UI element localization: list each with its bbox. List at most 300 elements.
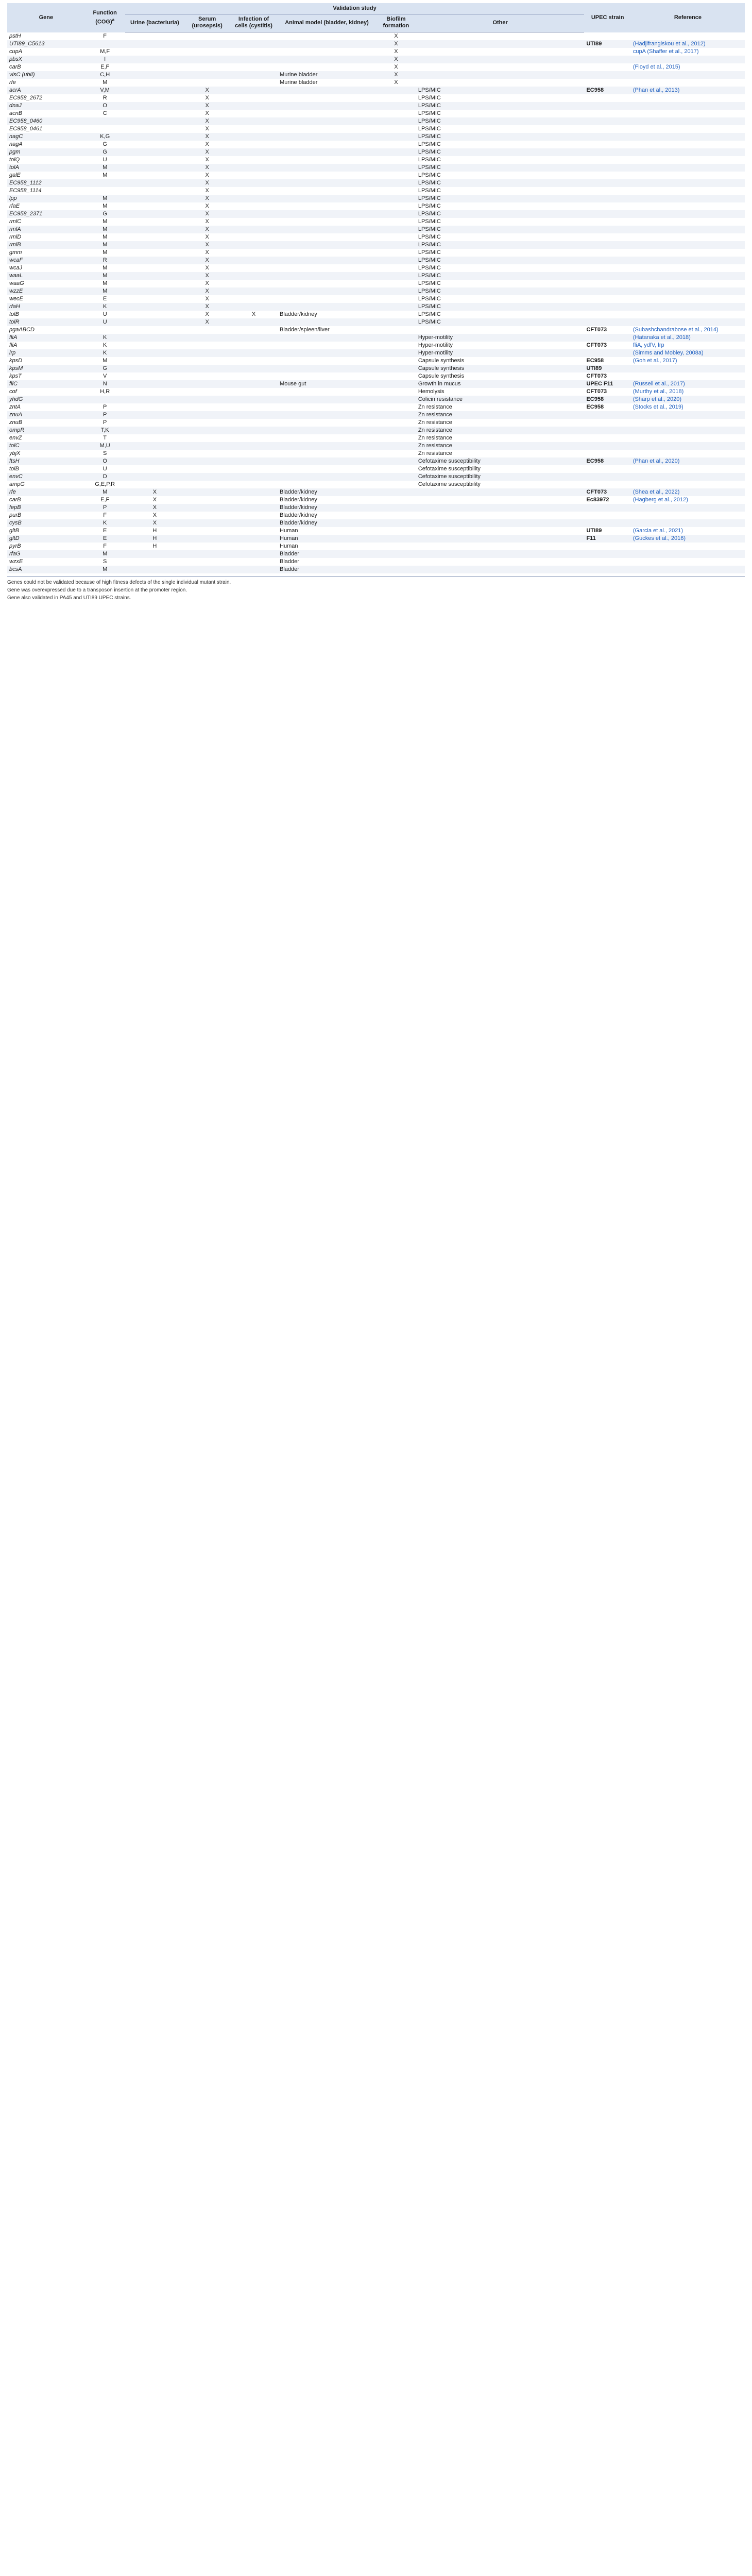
cell-other — [416, 558, 585, 566]
cell-urine — [125, 473, 185, 481]
cell-function — [85, 396, 125, 403]
cell-animal: Bladder/kidney — [278, 504, 376, 512]
cell-urine — [125, 264, 185, 272]
cell-other: Zn resistance — [418, 404, 452, 410]
table-row — [7, 102, 745, 110]
cell-function — [85, 326, 125, 334]
cell-function: M,U — [85, 442, 125, 450]
cell-serum: X — [184, 226, 230, 233]
cell-other — [416, 56, 585, 63]
cell-gene: bcsA — [7, 566, 85, 573]
cell-serum — [184, 56, 230, 63]
cell-cells — [230, 450, 278, 457]
header-biofilm: Biofilm formation — [376, 14, 416, 32]
cell-biofilm — [376, 110, 416, 117]
cell-serum — [184, 527, 230, 535]
cell-cells — [230, 535, 278, 543]
cell-serum — [184, 512, 230, 519]
cell-other: LPS/MIC — [418, 95, 441, 101]
cell-serum: X — [205, 95, 209, 101]
cell-animal — [278, 396, 376, 403]
table-row — [7, 543, 745, 550]
table-row — [7, 56, 745, 63]
footnote: Gene was overexpressed due to a transposon insertion at the promoter region. — [7, 587, 187, 593]
cell-other — [416, 488, 585, 496]
cell-animal — [278, 141, 376, 148]
cell-other: Capsule synthesis — [418, 358, 465, 364]
cell-biofilm — [376, 365, 416, 372]
cell-urine — [125, 372, 185, 380]
cell-urine — [125, 380, 185, 388]
cell-strain — [584, 303, 630, 311]
cell-animal — [278, 388, 376, 396]
cell-function: K,G — [85, 133, 125, 141]
cell-serum: X — [184, 318, 230, 326]
cell-cells — [230, 218, 278, 226]
cell-serum — [184, 403, 230, 411]
cell-other — [416, 326, 585, 334]
cell-other: LPS/MIC — [416, 318, 585, 326]
cell-cells — [230, 141, 278, 148]
cell-reference — [631, 133, 745, 141]
cell-gene: wcaF — [7, 257, 85, 264]
cell-urine: X — [152, 512, 157, 518]
table-row — [7, 342, 745, 349]
cell-biofilm — [376, 287, 416, 295]
gene-validation-table — [7, 3, 745, 573]
cell-urine — [125, 226, 185, 233]
cell-function: I — [85, 56, 125, 63]
cell-reference — [631, 372, 745, 380]
cell-strain: CFT073 — [586, 327, 607, 333]
cell-urine: X — [125, 504, 185, 512]
cell-cells — [230, 233, 278, 241]
cell-animal — [278, 419, 376, 427]
cell-reference — [631, 365, 745, 372]
cell-animal — [278, 272, 376, 280]
cell-gene: acrA — [7, 87, 85, 94]
cell-other: Zn resistance — [416, 411, 585, 419]
cell-gene: znuB — [9, 419, 23, 426]
cell-biofilm: X — [376, 56, 416, 63]
cell-urine — [125, 403, 185, 411]
cell-function — [85, 187, 125, 195]
cell-cells — [230, 442, 278, 450]
table-row — [7, 473, 745, 481]
cell-urine — [125, 218, 185, 226]
cell-strain — [584, 56, 630, 63]
cell-other: LPS/MIC — [416, 287, 585, 295]
header-function — [85, 3, 125, 32]
cell-reference — [631, 295, 745, 303]
cell-cells — [230, 512, 278, 519]
cell-animal — [278, 202, 376, 210]
cell-urine — [125, 287, 185, 295]
cell-reference — [631, 481, 745, 488]
cell-urine — [125, 326, 185, 334]
cell-function: M — [85, 241, 125, 249]
table-row — [7, 79, 745, 87]
cell-reference — [631, 280, 745, 287]
cell-cells — [230, 226, 278, 233]
cell-serum — [184, 504, 230, 512]
cell-gene: kpsM — [7, 365, 85, 372]
cell-strain — [584, 419, 630, 427]
cell-other: LPS/MIC — [418, 280, 441, 286]
cell-cells — [230, 427, 278, 434]
cell-strain — [584, 172, 630, 179]
cell-biofilm — [376, 94, 416, 102]
cell-urine — [125, 110, 185, 117]
cell-biofilm — [376, 473, 416, 481]
cell-reference — [631, 226, 745, 233]
header-gene: Gene — [7, 3, 85, 32]
cell-urine — [125, 396, 185, 403]
cell-strain — [584, 226, 630, 233]
cell-strain — [584, 195, 630, 202]
cell-gene: rfe — [9, 79, 16, 86]
cell-serum — [184, 63, 230, 71]
cell-urine — [125, 257, 185, 264]
cell-reference: (Floyd et al., 2015) — [633, 64, 680, 70]
cell-reference — [631, 195, 745, 202]
cell-biofilm: X — [376, 71, 416, 79]
cell-strain — [584, 442, 630, 450]
cell-strain: Ec83972 — [586, 497, 609, 503]
cell-animal — [278, 63, 376, 71]
cell-strain — [584, 543, 630, 550]
table-row — [7, 388, 745, 396]
cell-gene: EC958_2672 — [9, 95, 43, 101]
cell-gene: wecE — [9, 296, 23, 302]
cell-biofilm — [376, 496, 416, 504]
cell-function: G — [85, 365, 125, 372]
table-row — [7, 457, 745, 465]
cell-reference — [631, 218, 745, 226]
cell-cells — [230, 164, 278, 172]
cell-serum — [184, 419, 230, 427]
cell-animal — [278, 318, 376, 326]
cell-strain — [584, 164, 630, 172]
footnote: Genes could not be validated because of high fitness defects of the single individual mutant strain. — [7, 580, 231, 585]
cell-serum: X — [205, 234, 209, 240]
table-footnotes — [7, 577, 745, 601]
cell-strain — [584, 427, 630, 434]
cell-reference: (Goh et al., 2017) — [633, 358, 677, 364]
cell-other: LPS/MIC — [418, 218, 441, 225]
cell-animal: Bladder — [280, 558, 299, 565]
cell-animal — [278, 226, 376, 233]
cell-function: S — [103, 558, 107, 565]
cell-function: E,F — [100, 497, 110, 503]
cell-urine — [125, 457, 185, 465]
cell-biofilm — [376, 512, 416, 519]
cell-serum: X — [184, 303, 230, 311]
table-row — [7, 334, 745, 342]
cell-other: LPS/MIC — [418, 141, 441, 147]
cell-gene: UTI89_C5613 — [7, 40, 85, 48]
cell-cells — [230, 357, 278, 365]
cell-other — [416, 63, 585, 71]
cell-animal — [278, 473, 376, 481]
cell-strain — [584, 287, 630, 295]
cell-biofilm — [376, 226, 416, 233]
cell-animal — [278, 87, 376, 94]
cell-other — [416, 566, 585, 573]
cell-other — [416, 71, 585, 79]
cell-function: O — [85, 457, 125, 465]
cell-cells — [230, 241, 278, 249]
cell-cells — [230, 334, 278, 342]
cell-strain — [584, 241, 630, 249]
cell-strain — [584, 71, 630, 79]
cell-cells — [230, 249, 278, 257]
table-row — [7, 481, 745, 488]
cell-animal — [278, 295, 376, 303]
cell-biofilm — [376, 187, 416, 195]
cell-gene: lrp — [7, 349, 85, 357]
cell-serum: X — [205, 157, 209, 163]
cell-animal — [278, 110, 376, 117]
cell-cells — [230, 63, 278, 71]
cell-biofilm — [376, 280, 416, 287]
cell-other: LPS/MIC — [418, 157, 441, 163]
cell-urine — [125, 280, 185, 287]
cell-reference — [631, 419, 745, 427]
cell-animal: Murine bladder — [278, 71, 376, 79]
cell-urine — [125, 187, 185, 195]
cell-strain — [584, 272, 630, 280]
table-row — [7, 287, 745, 295]
table-row — [7, 434, 745, 442]
cell-urine — [125, 195, 185, 202]
cell-function: M — [85, 566, 125, 573]
cell-gene: fliA — [9, 342, 18, 348]
cell-other: Cefotaxime susceptibility — [418, 466, 481, 472]
cell-serum: X — [184, 179, 230, 187]
cell-biofilm — [376, 566, 416, 573]
cell-urine: X — [152, 497, 157, 503]
cell-gene: cof — [9, 388, 17, 395]
cell-biofilm — [376, 396, 416, 403]
cell-other — [416, 535, 585, 543]
cell-cells — [230, 156, 278, 164]
cell-function: K — [85, 334, 125, 342]
cell-cells — [230, 280, 278, 287]
cell-reference — [631, 543, 745, 550]
cell-animal — [278, 264, 376, 272]
cell-function: G — [102, 141, 107, 147]
cell-function: E — [103, 296, 107, 302]
cell-gene: rfaE — [9, 203, 20, 209]
cell-cells — [230, 403, 278, 411]
cell-strain — [584, 187, 630, 195]
cell-urine — [125, 63, 185, 71]
cell-strain: UPEC F11 — [584, 380, 630, 388]
cell-reference — [631, 241, 745, 249]
table-row — [7, 172, 745, 179]
table-row — [7, 156, 745, 164]
cell-function: U — [85, 318, 125, 326]
cell-other — [416, 550, 585, 558]
cell-cells — [230, 40, 278, 48]
cell-biofilm — [376, 117, 416, 125]
cell-animal: Bladder/kidney — [278, 519, 376, 527]
cell-serum — [184, 48, 230, 56]
cell-gene: lpp — [7, 195, 85, 202]
cell-cells — [230, 102, 278, 110]
cell-function: C — [102, 110, 107, 116]
cell-animal — [278, 349, 376, 357]
cell-animal — [278, 179, 376, 187]
cell-cells — [230, 295, 278, 303]
table-row — [7, 311, 745, 318]
cell-cells — [230, 87, 278, 94]
cell-urine — [125, 388, 185, 396]
cell-strain: EC958 — [584, 396, 630, 403]
cell-serum: X — [184, 133, 230, 141]
cell-serum — [184, 79, 230, 87]
cell-animal — [278, 434, 376, 442]
cell-other: Colicin resistance — [416, 396, 585, 403]
cell-other: Growth in mucus — [416, 380, 585, 388]
cell-gene: EC958_2371 — [7, 210, 85, 218]
cell-strain — [584, 349, 630, 357]
cell-animal — [278, 465, 376, 473]
cell-biofilm — [376, 535, 416, 543]
table-row — [7, 210, 745, 218]
cell-strain — [584, 550, 630, 558]
cell-urine — [125, 249, 185, 257]
cell-function: M — [85, 287, 125, 295]
cell-function: P — [103, 404, 107, 410]
cell-function — [85, 117, 125, 125]
table-row — [7, 125, 745, 133]
cell-serum: X — [205, 311, 209, 317]
header-animal: Animal model (bladder, kidney) — [278, 14, 376, 32]
table-row — [7, 202, 745, 210]
cell-urine — [125, 87, 185, 94]
cell-reference — [631, 504, 745, 512]
cell-strain: UTI89 — [584, 365, 630, 372]
cell-function — [85, 40, 125, 48]
cell-reference: (Stocks et al., 2019) — [633, 404, 683, 410]
cell-urine: X — [125, 519, 185, 527]
header-urine: Urine (bacteriuria) — [125, 14, 185, 32]
cell-function: M — [85, 226, 125, 233]
cell-biofilm — [376, 172, 416, 179]
cell-animal — [278, 457, 376, 465]
header-validation-study: Validation study — [125, 3, 585, 14]
cell-urine — [125, 450, 185, 457]
cell-other: Zn resistance — [416, 427, 585, 434]
cell-gene: gmm — [9, 249, 22, 256]
cell-animal — [278, 403, 376, 411]
cell-gene: envC — [7, 473, 85, 481]
cell-cells — [230, 411, 278, 419]
footnote: Gene also validated in PA45 and UTI89 UPEC strains. — [7, 595, 131, 601]
cell-serum — [184, 535, 230, 543]
cell-gene: gltD — [7, 535, 85, 543]
cell-cells — [230, 481, 278, 488]
cell-strain — [584, 519, 630, 527]
table-row — [7, 372, 745, 380]
cell-reference — [631, 187, 745, 195]
table-row — [7, 264, 745, 272]
cell-gene: tolB — [9, 466, 19, 472]
cell-reference — [631, 110, 745, 117]
cell-biofilm — [376, 334, 416, 342]
cell-animal — [278, 233, 376, 241]
header-strain: UPEC strain — [584, 3, 630, 32]
cell-biofilm — [376, 519, 416, 527]
cell-serum — [184, 543, 230, 550]
cell-animal — [278, 442, 376, 450]
cell-biofilm — [376, 195, 416, 202]
header-other: Other — [416, 14, 585, 32]
table-row — [7, 249, 745, 257]
table-row — [7, 40, 745, 48]
cell-cells — [230, 434, 278, 442]
cell-urine — [125, 442, 185, 450]
table-row — [7, 527, 745, 535]
cell-strain — [584, 141, 630, 148]
cell-biofilm — [376, 427, 416, 434]
cell-biofilm: X — [394, 48, 398, 55]
cell-function — [85, 179, 125, 187]
cell-cells — [230, 465, 278, 473]
cell-function: M — [102, 79, 108, 86]
cell-gene: ompR — [7, 427, 85, 434]
cell-function: M — [102, 249, 108, 256]
cell-other: Hyper-motility — [416, 334, 585, 342]
cell-function: D — [85, 473, 125, 481]
cell-function: G — [85, 210, 125, 218]
cell-gene: carB — [9, 497, 21, 503]
cell-reference — [631, 79, 745, 87]
cell-serum — [184, 380, 230, 388]
cell-other — [416, 543, 585, 550]
cell-reference — [631, 257, 745, 264]
cell-other: LPS/MIC — [418, 188, 441, 194]
cell-animal — [278, 133, 376, 141]
cell-other: LPS/MIC — [418, 234, 441, 240]
cell-other: LPS/MIC — [418, 172, 441, 178]
cell-serum — [184, 326, 230, 334]
cell-cells — [230, 558, 278, 566]
cell-reference — [631, 450, 745, 457]
table-row — [7, 164, 745, 172]
cell-gene: ybjX — [9, 450, 21, 456]
cell-cells — [230, 202, 278, 210]
table-row — [7, 465, 745, 473]
cell-function: U — [102, 466, 107, 472]
table-row — [7, 396, 745, 403]
cell-reference — [631, 210, 745, 218]
cell-reference: fliA, ydfV, lrp — [633, 342, 664, 348]
cell-other: Hyper-motility — [418, 342, 453, 348]
cell-other: Capsule synthesis — [418, 373, 465, 379]
cell-biofilm — [376, 179, 416, 187]
cell-cells — [230, 257, 278, 264]
cell-biofilm — [376, 102, 416, 110]
cell-biofilm — [376, 156, 416, 164]
cell-function: P — [103, 419, 107, 426]
cell-strain — [584, 233, 630, 241]
cell-biofilm — [376, 488, 416, 496]
table-row — [7, 280, 745, 287]
table-row — [7, 32, 745, 41]
